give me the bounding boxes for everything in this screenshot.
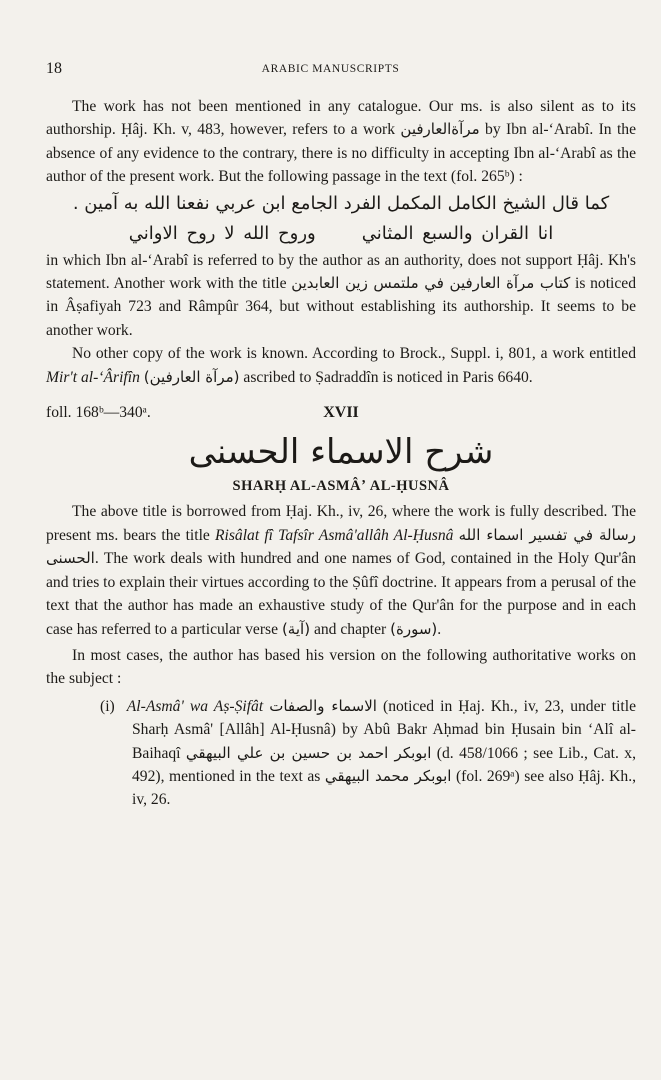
arabic-verse-hemistich-2: وروح الله لا روح الاواني — [128, 222, 316, 244]
arabic-mirat-al-arifin: مرآةالعارفين — [400, 120, 480, 139]
arabic-al-asma-wa-al-sifat: الاسماء والصفات — [269, 696, 377, 715]
paragraph-1-text: The work has not been mentioned in any catalogue. Our ms. is also silent as to its authorship. Ḥâj. Kh. v, 483, however, refers to a work — [46, 98, 636, 139]
arabic-author-name: ابوبكر احمد بن حسين بن علي البيهقي — [185, 743, 432, 762]
section-number: XVII — [323, 404, 359, 422]
section-heading-row — [46, 399, 636, 425]
paragraph-4-text: The above title is borrowed from Ḥaj. Kh., iv, 26, where the work is fully described. The present ms. bears the title — [46, 503, 636, 544]
paragraph-2-text-cont: is noticed in Âṣafiyah 723 and Râmpûr 364, but without establishing its authorship. It seems to be another work. — [46, 275, 637, 339]
paragraph-1-text-cont: by Ibn al-ʻArabî. In the absence of any evidence to the contrary, there is no difficulty in accepting Ibn al-ʻArabî as the author of the present work. But the following passage in the text (fol. 265ᵇ) : — [46, 121, 637, 186]
arabic-ayah: (آية) — [281, 619, 311, 638]
paragraph-4-text-and: and chapter — [313, 620, 387, 638]
paragraph-2-text: in which Ibn al-ʻArabî is referred to by the author as an authority, does not support Ḥâj. Kh's statement. Another work with the title — [46, 251, 636, 293]
arabic-verse-hemistich-1: انا القران والسبع المثاني — [361, 222, 554, 244]
section-title: SHARḤ AL-ASMÂʼ AL-ḤUSNÂ — [232, 478, 450, 495]
list-item-text: (noticed in Ḥaj. Kh., iv, 23, under title Sharḥ Asmâ' [Allâh] Al-Ḥusnâ) by Abû Bakr Aḥmad bin Ḥusain bin ʻAlî al-Baihaqî — [132, 697, 636, 762]
list-item-italic-title: Al-Asmâ' wa Aṣ-Ṣifât — [126, 697, 264, 715]
arabic-quote-line-1: كما قال الشيخ الكامل المكمل الفرد الجامع ابن عربي نفعنا الله به آمين . — [72, 192, 610, 214]
paragraph-3-text-cont: ascribed to Ṣadraddîn is noticed in Paris 6640. — [243, 368, 533, 386]
list-item-text-cont: (d. 458/1066 ; see Lib., Cat. x, 492), mentioned in the text as — [132, 744, 636, 785]
paragraph-4 — [46, 500, 636, 640]
paragraph-4-end: . — [437, 620, 442, 638]
page-number: 18 — [46, 60, 62, 77]
arabic-kitab-title: كتاب مرآة العارفين في ملتمس زين العابدين — [291, 274, 571, 293]
paragraph-4-text-cont: . The work deals with hundred and one names of God, contained in the Holy Qur'ân and tries to explain their virtues according to the Ṣûfî doctrine. It appears from a perusal of the text that the author has made an exhaustive study of the Qur'ân for the purpose and in each case has referred to a particular verse — [46, 550, 636, 638]
paragraph-3 — [46, 342, 636, 389]
paragraph-3-text: No other copy of the work is known. According to Brock., Suppl. i, 801, a work entitled — [72, 345, 636, 363]
paragraph-2 — [46, 249, 636, 343]
arabic-author-short: ابوبكر محمد البيهقي — [324, 766, 452, 785]
arabic-surah: (سورة) — [390, 619, 438, 638]
folio-range: foll. 168ᵇ—340ᵃ. — [46, 404, 151, 422]
paragraph-4-italic-title: Risâlat fî Tafsîr Asmâ'allâh Al-Ḥusnâ — [215, 526, 454, 544]
page-body — [46, 95, 636, 812]
arabic-section-title: شرح الاسماء الحسنى — [188, 432, 494, 473]
arabic-risalat-title: رسالة في تفسير اسماء الله الحسنى — [46, 525, 636, 568]
list-marker: (i) — [100, 697, 115, 715]
paragraph-3-italic-title: Mir't al-ʻÂrifîn — [46, 368, 140, 386]
arabic-quote-line-2 — [46, 219, 636, 249]
paragraph-1 — [46, 95, 636, 189]
page-header — [44, 60, 617, 82]
paragraph-5: In most cases, the author has based his version on the following authoritative works on the subject : — [46, 646, 636, 688]
arabic-mirat-parenthetical: (مرآة العارفين) — [143, 367, 240, 386]
list-item-text-end: (fol. 269ᵃ) see also Ḥâj. Kh., iv, 26. — [132, 767, 637, 809]
running-title: ARABIC MANUSCRIPTS — [261, 63, 400, 75]
list-item — [46, 695, 636, 812]
